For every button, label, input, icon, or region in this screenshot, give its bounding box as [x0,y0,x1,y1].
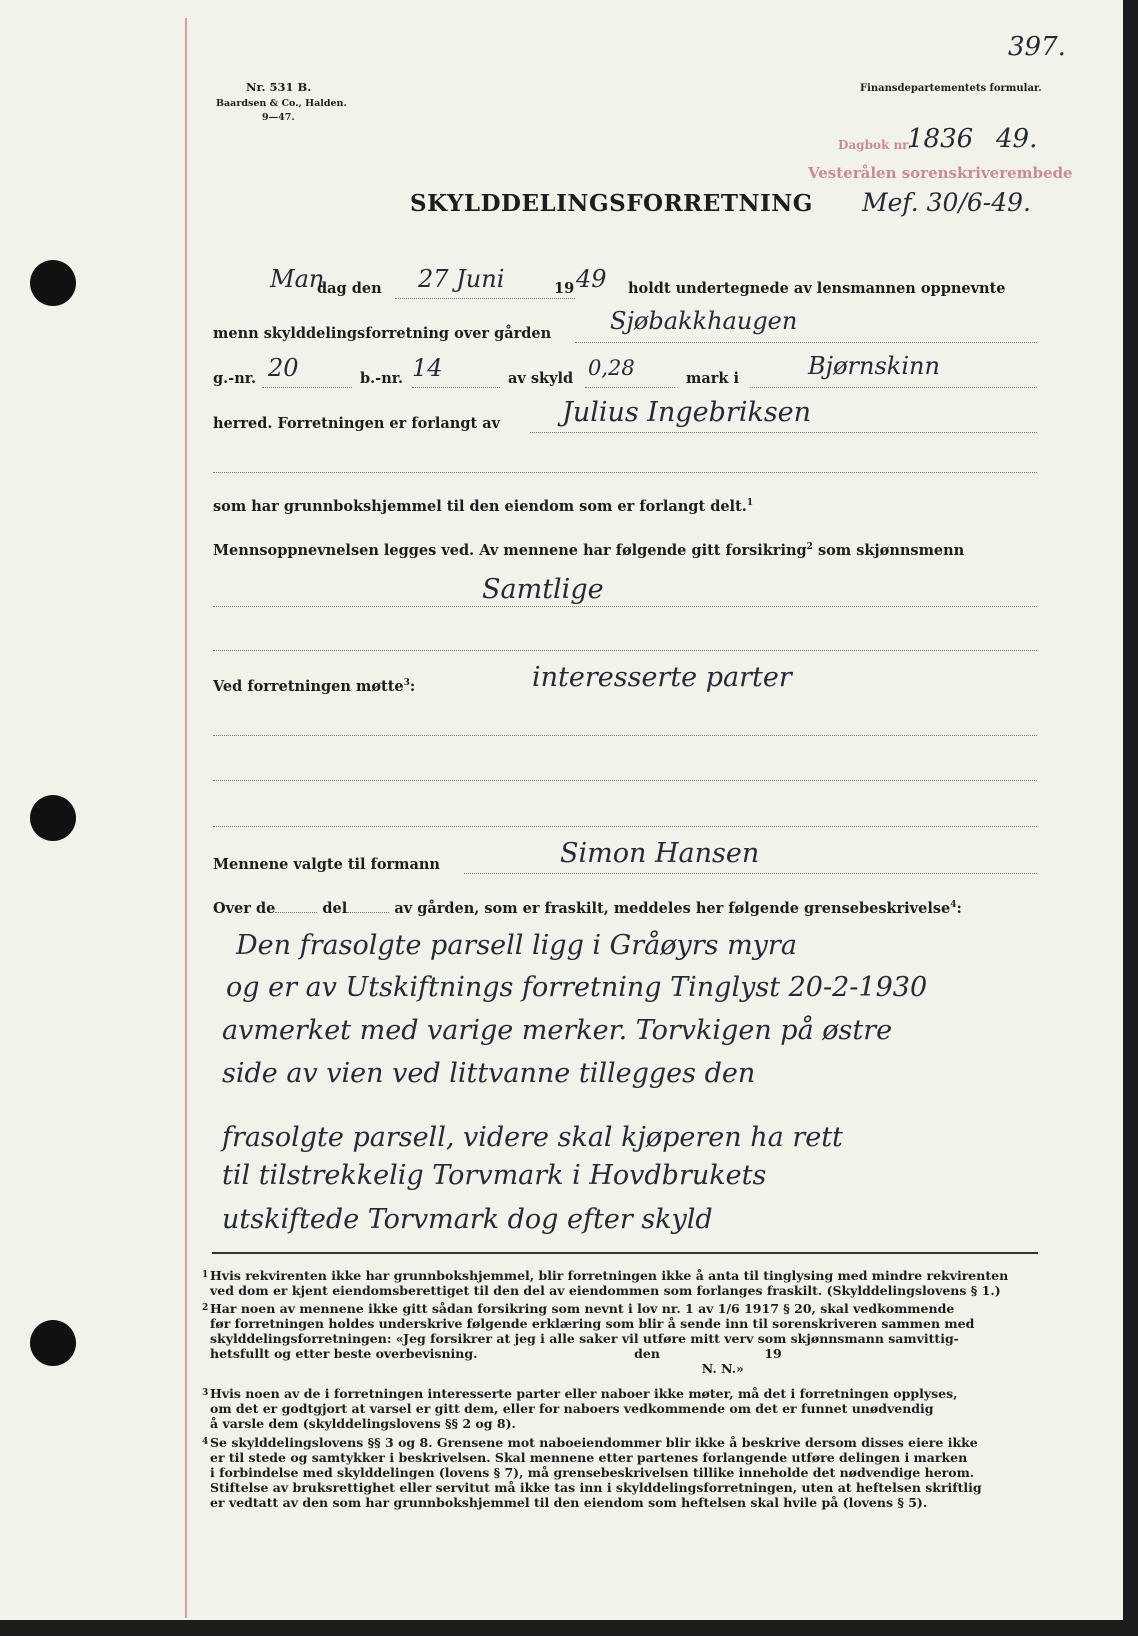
chairman-value: Simon Hansen [560,838,760,869]
margin-rule [185,18,187,1618]
blank-line-2 [213,606,1037,607]
description-line-3: avmerket med varige merker. Torvkigen på østre [222,1015,893,1046]
label-bnr: b.-nr. [360,370,404,387]
blank-line-1 [213,472,1037,473]
requested-by-value: Julius Ingebriksen [562,397,812,428]
gnr-value: 20 [268,354,299,382]
punch-hole-top [30,260,76,306]
description-line-7: utskiftede Torvmark dog efter skyld [222,1204,713,1235]
footnote-4: 4 Se skylddelingslovens §§ 3 og 8. Grensene mot naboeiendommer blir ikke å beskrive dersom disses eiere ikke er til stede og samtykker i beskrivelsen. Skal mennene etter partenes forlangende utføre delingen i marken i forbindelse med skylddelingen (lovens § 7), må grensebeskrivelsen tillike inneholde det nødvendige herom. Stiftelse av bruksrettighet eller servitut må ikke tas inn i skylddelingsforretningen, uten at heftelsen skriftlig er vedtatt av den som har grunnbokshjemmel til den eiendom som heftelsen skal hvile på (lovens § 5). [202,1435,982,1510]
label-holdt: holdt undertegnede av lensmannen oppnevnte [628,280,1006,297]
blank-line-6 [213,826,1037,827]
place-field-line [750,387,1037,388]
place-value: Bjørnskinn [808,352,940,380]
requested-field-line [530,432,1037,433]
print-date: 9—47. [262,112,295,123]
label-requested: herred. Forretningen er forlangt av [213,415,501,432]
stamp-office: Vesterålen sorenskriverembede [808,164,1073,182]
skyld-value: 0,28 [588,356,635,380]
attended-label: Ved forretningen møtte$^3$: [213,678,416,695]
farm-name-handwritten: Sjøbakkhaugen [610,307,798,335]
footnote-ref-1: 1 [746,498,754,509]
year-prefix: 19 [554,280,575,297]
stamp-dagbok-number: 1836 [907,124,974,154]
farm-field-line [575,342,1037,343]
footnote-ref-2: 2 [806,542,813,553]
punch-hole-middle [30,795,76,841]
document-title: SKYLDDELINGSFORRETNING [410,190,813,217]
attended-value: interesserte parter [532,662,792,693]
description-line-4: side av vien ved littvanne tillegges den [222,1058,756,1089]
label-farm: menn skylddelingsforretning over gården [213,325,552,342]
date-handwritten: 27 Juni [418,265,505,293]
over-de-text: Over de del av gården, som er fraskilt, meddeles her følgende grensebeskrivelse$^4$: [213,900,962,917]
footnote-2: 2 Har noen av mennene ikke gitt sådan forsikring som nevnt i lov nr. 1 av 1/6 1917 § 20, skal vedkommende før forretningen holdes underskrive følgende erklæring som blir å sende inn til sorenskriveren sammen med skylddelingsforretningen: «Jeg forsikrer at jeg i alle saker vil utføre mitt verv som skjønnsmann samvittig- hetsfullt og etter beste overbevisning. den 19 N. N.» [202,1301,975,1376]
blank-line-5 [213,780,1037,781]
label-dag-den: dag den [317,280,382,297]
chairman-field-line [464,873,1037,874]
blank-line-3 [213,650,1037,651]
weekday-handwritten: Man [270,265,325,293]
description-line-5: frasolgte parsell, videre skal kjøperen ha rett [222,1122,843,1153]
page-number: 397. [1008,32,1066,62]
footnote-1: 1 Hvis rekvirenten ikke har grunnbokshjemmel, blir forretningen ikke å anta til tinglysing med mindre rekvirenten ved dom er kjent eiendomsberettiget til den del av eiendommen som forlanges fraskilt. (Skylddelingslovens § 1.) [202,1268,1009,1298]
forsikring-value: Samtlige [482,574,604,605]
stamp-dagbok-year: 49. [996,124,1038,154]
form-number: Nr. 531 B. [246,80,312,94]
year-handwritten: 49 [576,265,607,293]
label-gnr: g.-nr. [213,370,257,387]
date-field-line [395,298,575,299]
stamp-note: Mef. 30/6-49. [862,188,1031,217]
footnote-separator [212,1252,1038,1254]
printer-name: Baardsen & Co., Halden. [216,98,347,109]
mennsoppnevnelse-text: Mennsoppnevnelsen legges ved. Av mennene har følgende gitt forsikring$^2$ som skjønnsmenn [213,542,965,559]
footnote-ref-4: 4 [950,900,957,911]
description-line-1: Den frasolgte parsell ligg i Gråøyrs myra [236,930,797,961]
footnote-ref-3: 3 [403,678,410,689]
gnr-field-line [262,387,352,388]
publisher: Finansdepartementets formular. [860,83,1042,94]
bnr-field-line [412,387,500,388]
bnr-value: 14 [412,354,443,382]
hjemmel-text: som har grunnbokshjemmel til den eiendom som er forlangt delt.$^1$ [213,498,754,515]
chairman-label: Mennene valgte til formann [213,856,440,873]
stamp-dagbok-label: Dagbok nr. [838,138,912,152]
footnote-3: 3 Hvis noen av de i forretningen interesserte parter eller naboer ikke møter, må det i forretningen opplyses, om det er godtgjort at varsel er gitt dem, eller for naboers vedkommende om det er funnet unødvendig å varsle dem (skylddelingslovens §§ 2 og 8). [202,1386,958,1431]
skyld-field-line [585,387,675,388]
description-line-6: til tilstrekkelig Torvmark i Hovdbrukets [222,1160,767,1191]
punch-hole-bottom [30,1320,76,1366]
label-mark: mark i [686,370,739,387]
label-skyld: av skyld [508,370,574,387]
description-line-2: og er av Utskiftnings forretning Tinglyst 20-2-1930 [226,972,928,1003]
blank-line-4 [213,735,1037,736]
